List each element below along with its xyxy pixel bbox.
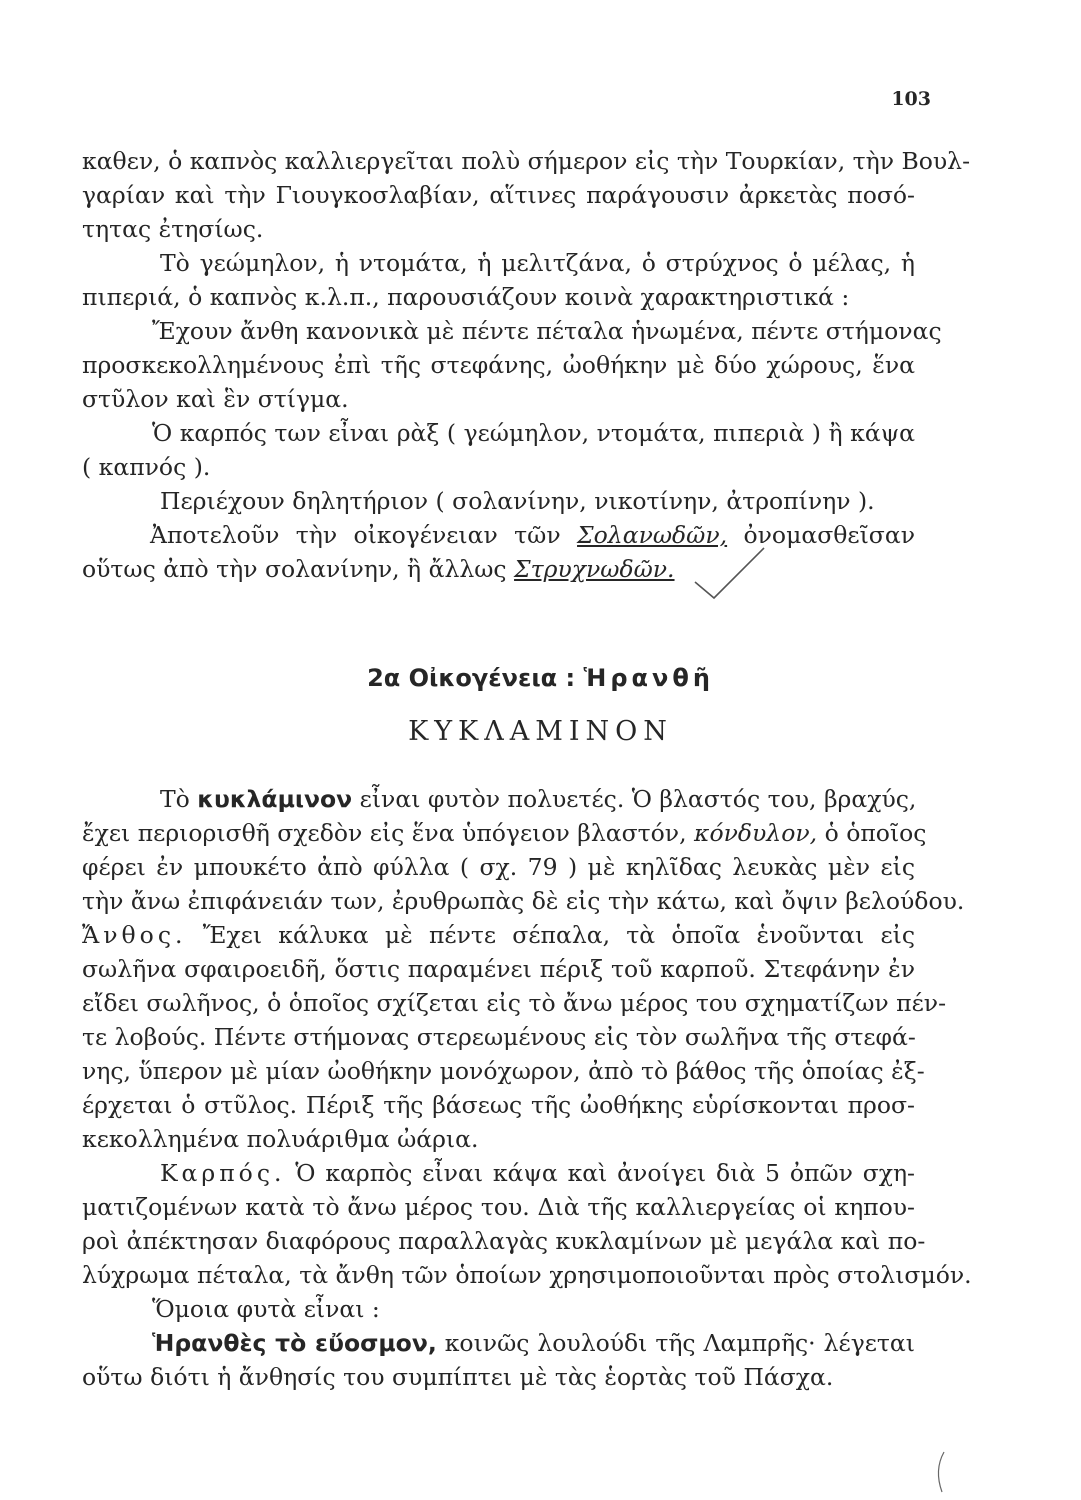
text-span: Ὁ καρπὸς εἶναι κάψα καὶ ἀνοίγει διὰ 5 ὀπῶν σχη- bbox=[285, 1159, 915, 1187]
text-line: ματιζομένων κατὰ τὸ ἄνω μέρος του. Διὰ τῆς καλλιεργείας οἱ κηπου- bbox=[82, 1193, 915, 1221]
text-span: Τὸ bbox=[160, 785, 198, 813]
text-line: Περιέχουν δηλητήριον ( σολανίνην, νικοτίνην, ἀτροπίνην ). bbox=[160, 487, 875, 515]
text-line: Ὁ καρπός των εἶναι ρὰξ ( γεώμηλον, ντομάτα, πιπεριὰ ) ἢ κάψα bbox=[152, 419, 915, 447]
text-span: Ἀποτελοῦν τὴν οἰκογένειαν τῶν bbox=[150, 521, 578, 549]
heading-family-name: Ἡρανθῆ bbox=[583, 664, 714, 692]
text-line bbox=[160, 782, 915, 816]
text-line: εἴδει σωλῆνος, ὁ ὁποῖος σχίζεται εἰς τὸ ἄνω μέρος του σχηματίζων πέν- bbox=[82, 989, 947, 1017]
page-number: 103 bbox=[891, 88, 931, 110]
text-line: γαρίαν καὶ τὴν Γιουγκοσλαβίαν, αἵτινες παράγουσιν ἀρκετὰς ποσό- bbox=[82, 181, 915, 209]
text-line: στῦλον καὶ ἓν στίγμα. bbox=[82, 385, 349, 413]
text-line bbox=[82, 816, 927, 850]
heading-label: 2α Οἰκογένεια : bbox=[367, 664, 584, 692]
text-span: Ἔχει κάλυκα μὲ πέντε σέπαλα, τὰ ὁποῖα ἑνοῦνται εἰς bbox=[186, 921, 915, 949]
text-line: Ὅμοια φυτὰ εἶναι : bbox=[152, 1295, 380, 1323]
text-line: ροὶ ἀπέκτησαν διαφόρους παραλλαγὰς κυκλαμίνων μὲ μεγάλα καὶ πο- bbox=[82, 1227, 926, 1255]
text-span: ἔχει περιορισθῆ σχεδὸν εἰς ἕνα ὑπόγειον βλαστόν, bbox=[82, 819, 695, 847]
text-span: ὀνομασθεῖσαν bbox=[727, 521, 915, 549]
text-line: οὕτω διότι ἡ ἄνθησίς του συμπίπτει μὲ τὰς ἑορτὰς τοῦ Πάσχα. bbox=[82, 1363, 834, 1391]
text-line bbox=[82, 552, 915, 586]
bold-term: κυκλάμινον bbox=[197, 785, 353, 813]
text-line: κεκολλημένα πολυάριθμα ὠάρια. bbox=[82, 1125, 479, 1153]
text-span: εἶναι φυτὸν πολυετές. Ὁ βλαστός του, βραχύς, bbox=[352, 785, 917, 813]
family-heading bbox=[0, 664, 1081, 692]
section-title: ΚΥΚΛΑΜΙΝΟΝ bbox=[408, 716, 673, 747]
text-line: τητας ἐτησίως. bbox=[82, 215, 264, 243]
text-line bbox=[152, 1326, 915, 1360]
text-line: Ἔχουν ἄνθη κανονικὰ μὲ πέντε πέταλα ἡνωμένα, πέντε στήμονας bbox=[152, 317, 942, 345]
family-name-italic: Σολανωδῶν, bbox=[577, 521, 728, 549]
text-line bbox=[160, 1156, 915, 1190]
text-line: καθεν, ὁ καπνὸς καλλιεργεῖται πολὺ σήμερον εἰς τὴν Τουρκίαν, τὴν Βουλ- bbox=[82, 147, 971, 175]
text-line bbox=[150, 518, 915, 552]
text-line: φέρει ἐν μπουκέτο ἀπὸ φύλλα ( σχ. 79 ) μὲ κηλῖδας λευκὰς μὲν εἰς bbox=[82, 853, 915, 881]
text-line: έρχεται ὁ στῦλος. Πέριξ τῆς βάσεως τῆς ὠοθήκης εὑρίσκονται προσ- bbox=[82, 1091, 915, 1119]
text-span: κοινῶς λουλούδι τῆς Λαμπρῆς· λέγεται bbox=[436, 1329, 915, 1357]
italic-term: κόνδυλον, bbox=[694, 819, 818, 847]
text-line: σωλῆνα σφαιροειδῆ, ὅστις παραμένει πέριξ τοῦ καρποῦ. Στεφάνην ἐν bbox=[82, 955, 915, 983]
text-line: Τὸ γεώμηλον, ἡ ντομάτα, ἡ μελιτζάνα, ὁ στρύχνος ὁ μέλας, ἡ bbox=[160, 249, 915, 277]
text-line: ( καπνός ). bbox=[82, 453, 211, 481]
text-line: λύχρωμα πέταλα, τὰ ἄνθη τῶν ὁποίων χρησιμοποιοῦνται πρὸς στολισμόν. bbox=[82, 1261, 972, 1289]
text-line: πιπεριά, ὁ καπνὸς κ.λ.π., παρουσιάζουν κοινὰ χαρακτηριστικά : bbox=[82, 283, 850, 311]
spaced-term: Καρπός. bbox=[160, 1159, 286, 1187]
family-name-italic: Στρυχνωδῶν. bbox=[514, 555, 675, 583]
bold-term: Ἡρανθὲς τὸ εὔοσμον, bbox=[152, 1329, 437, 1357]
text-line: τε λοβούς. Πέντε στήμονας στερεωμένους εἰς τὸν σωλῆνα τῆς στεφά- bbox=[82, 1023, 916, 1051]
pencil-mark-icon bbox=[930, 1450, 950, 1494]
text-line: προσκεκολλημένους ἐπὶ τῆς στεφάνης, ὠοθήκην μὲ δύο χώρους, ἕνα bbox=[82, 351, 915, 379]
text-span: ὁ ὁποῖος bbox=[817, 819, 927, 847]
text-line: τὴν ἄνω ἐπιφάνειάν των, ἐρυθρωπὰς δὲ εἰς τὴν κάτω, καὶ ὄψιν βελούδου. bbox=[82, 887, 965, 915]
spaced-term: Ἄνθος. bbox=[82, 921, 187, 949]
text-line bbox=[82, 918, 915, 952]
text-span: οὕτως ἀπὸ τὴν σολανίνην, ἢ ἄλλως bbox=[82, 555, 515, 583]
text-line: νης, ὕπερον μὲ μίαν ὠοθήκην μονόχωρον, ἀπὸ τὸ βάθος τῆς ὁποίας ἐξ- bbox=[82, 1057, 925, 1085]
handwritten-checkmark-icon bbox=[690, 540, 770, 610]
